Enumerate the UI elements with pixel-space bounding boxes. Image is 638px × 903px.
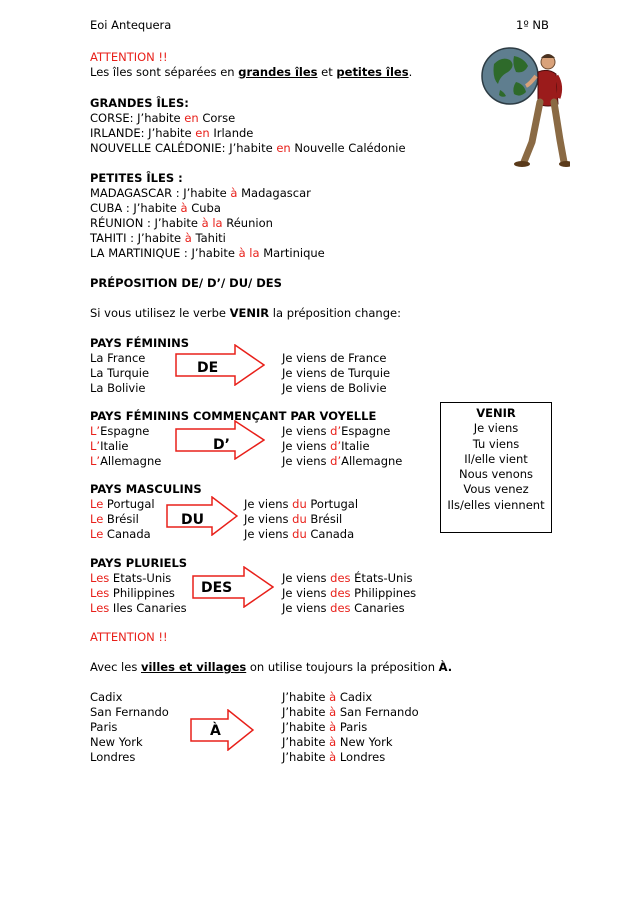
- preposition-heading: PRÉPOSITION DE/ D’/ DU/ DES: [90, 276, 282, 290]
- grandes-iles-row: NOUVELLE CALÉDONIE: J’habite en Nouvelle Calédonie: [90, 141, 406, 155]
- grandes-iles-term: grandes îles: [238, 65, 318, 79]
- country-right: Je viens des Philippines: [282, 586, 417, 600]
- country-right: Je viens d’Allemagne: [282, 454, 403, 468]
- article: Les: [90, 601, 110, 615]
- article: Le: [90, 512, 104, 526]
- article: Les: [90, 571, 110, 585]
- pays-masculins-heading: PAYS MASCULINS: [90, 482, 202, 496]
- venir-line: Si vous utilisez le verbe VENIR la préposition change:: [90, 306, 401, 320]
- preposition: à: [329, 705, 337, 719]
- preposition: en: [276, 141, 291, 155]
- venir-form: Il/elle vient: [464, 451, 528, 466]
- city-right: J’habite à San Fernando: [282, 705, 419, 719]
- venir-form: Vous venez: [463, 482, 529, 497]
- preposition: en: [184, 111, 199, 125]
- article: Les: [90, 586, 110, 600]
- intro-line: Les îles sont séparées en grandes îles et petites îles.: [90, 65, 413, 79]
- pays-voyelle-heading: PAYS FÉMININS COMMENÇANT PAR VOYELLE: [90, 409, 377, 423]
- country-right: Je viens d’Italie: [282, 439, 370, 453]
- grandes-iles-row: CORSE: J’habite en Corse: [90, 111, 236, 125]
- country-left: Les Philippines: [90, 586, 175, 600]
- city-right: J’habite à New York: [282, 735, 393, 749]
- city-left: New York: [90, 735, 143, 749]
- country-left: L’Allemagne: [90, 454, 162, 468]
- country-right: Je viens des États-Unis: [282, 571, 413, 585]
- country-left: La Bolivie: [90, 381, 146, 395]
- arrow-d-label: D’: [213, 437, 230, 453]
- attention-2: ATTENTION !!: [90, 630, 168, 644]
- venir-form: Je viens: [473, 421, 519, 436]
- preposition: à: [329, 690, 337, 704]
- arrow-des-label: DES: [201, 580, 233, 596]
- attention-1: ATTENTION !!: [90, 50, 168, 64]
- pays-pluriels-heading: PAYS PLURIELS: [90, 556, 188, 570]
- article: L’: [90, 424, 101, 438]
- country-left: La France: [90, 351, 146, 365]
- city-left: Londres: [90, 750, 136, 764]
- country-left: Le Portugal: [90, 497, 155, 511]
- preposition: du: [292, 497, 307, 511]
- preposition: du: [292, 527, 307, 541]
- country-left: L’Italie: [90, 439, 129, 453]
- preposition: du: [292, 512, 307, 526]
- preposition: d’: [330, 454, 342, 468]
- country-left: Les Iles Canaries: [90, 601, 187, 615]
- country-right: Je viens du Brésil: [244, 512, 343, 526]
- preposition: à: [184, 231, 192, 245]
- header-right: 1º NB: [516, 18, 549, 32]
- venir-box-title: VENIR: [476, 406, 516, 420]
- petites-iles-row: MADAGASCAR : J’habite à Madagascar: [90, 186, 311, 200]
- country-right: Je viens du Canada: [244, 527, 355, 541]
- preposition: d’: [330, 424, 342, 438]
- city-right: J’habite à Paris: [282, 720, 368, 734]
- arrow-a-icon: [190, 709, 254, 751]
- article: L’: [90, 439, 101, 453]
- preposition: à: [329, 750, 337, 764]
- venir-form: Tu viens: [472, 436, 520, 451]
- arrow-a-label: À: [210, 723, 221, 739]
- country-right: Je viens de Bolivie: [282, 381, 387, 395]
- city-left: Paris: [90, 720, 118, 734]
- arrow-de-icon: [175, 344, 265, 386]
- city-left: Cadix: [90, 690, 123, 704]
- villes-line: Avec les villes et villages on utilise toujours la préposition À.: [90, 660, 453, 674]
- country-left: L’Espagne: [90, 424, 150, 438]
- country-left: La Turquie: [90, 366, 150, 380]
- pays-feminins-heading: PAYS FÉMININS: [90, 336, 190, 350]
- petites-iles-row: TAHITI : J’habite à Tahiti: [90, 231, 226, 245]
- country-right: Je viens de Turquie: [282, 366, 391, 380]
- grandes-iles-heading: GRANDES ÎLES:: [90, 96, 189, 110]
- country-right: Je viens des Canaries: [282, 601, 405, 615]
- country-left: Les Etats-Unis: [90, 571, 172, 585]
- petites-iles-row: LA MARTINIQUE : J’habite à la Martinique: [90, 246, 325, 260]
- preposition: à la: [238, 246, 260, 260]
- preposition: à: [329, 720, 337, 734]
- petites-iles-heading: PETITES ÎLES :: [90, 171, 183, 185]
- preposition: à: [329, 735, 337, 749]
- preposition: des: [330, 601, 351, 615]
- grandes-iles-row: IRLANDE: J’habite en Irlande: [90, 126, 254, 140]
- country-right: Je viens de France: [282, 351, 387, 365]
- venir-conjugation-box: [440, 402, 552, 533]
- preposition: à: [180, 201, 188, 215]
- article: L’: [90, 454, 101, 468]
- arrow-du-label: DU: [181, 512, 204, 528]
- preposition: à: [230, 186, 238, 200]
- country-right: Je viens du Portugal: [244, 497, 359, 511]
- country-left: Le Canada: [90, 527, 151, 541]
- petites-iles-term: petites îles: [336, 65, 409, 79]
- country-left: Le Brésil: [90, 512, 139, 526]
- country-right: Je viens d’Espagne: [282, 424, 391, 438]
- city-right: J’habite à Londres: [282, 750, 386, 764]
- arrow-de-label: DE: [197, 360, 219, 376]
- preposition: à la: [201, 216, 223, 230]
- preposition: des: [330, 586, 351, 600]
- preposition: des: [330, 571, 351, 585]
- preposition: en: [195, 126, 210, 140]
- city-right: J’habite à Cadix: [282, 690, 373, 704]
- traveler-globe-icon: [480, 42, 570, 170]
- city-left: San Fernando: [90, 705, 169, 719]
- article: Le: [90, 497, 104, 511]
- venir-form: Ils/elles viennent: [447, 497, 545, 512]
- petites-iles-row: CUBA : J’habite à Cuba: [90, 201, 221, 215]
- venir-form: Nous venons: [458, 467, 534, 482]
- preposition: d’: [330, 439, 342, 453]
- article: Le: [90, 527, 104, 541]
- header-left: Eoi Antequera: [90, 18, 172, 32]
- petites-iles-row: RÉUNION : J’habite à la Réunion: [90, 216, 273, 230]
